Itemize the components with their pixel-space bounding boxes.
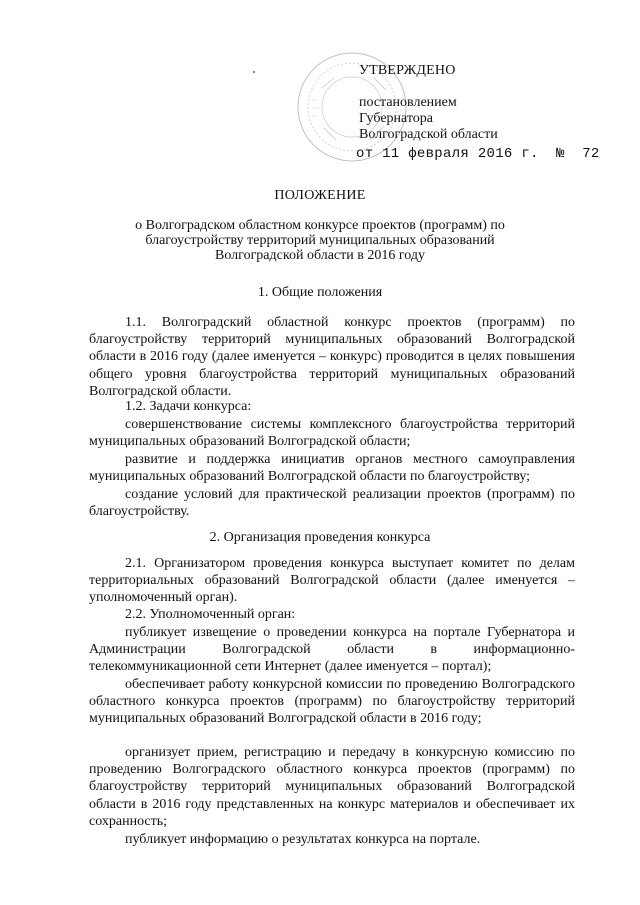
paragraph: 2.1. Организатором проведения конкурса выступает комитет по делам территориальных образований Волгоградской области (далее именуется – уполномоченный орган). [89, 556, 575, 606]
section-heading: 2. Организация проведения конкурса [209, 530, 431, 545]
paragraph: публикует информацию о результатах конкурса на портале. [125, 832, 481, 847]
approval-line: постановлением [359, 95, 457, 110]
paragraph: обеспечивает работу конкурсной комиссии по проведению Волгоградского областного конкурса проектов (программ) по благоустройству территорий муниципальных образований Волгоградской области в 2016 году; [89, 677, 575, 727]
paragraph: 1.2. Задачи конкурса: [125, 399, 252, 414]
paragraph: 2.2. Уполномоченный орган: [125, 607, 296, 622]
paragraph: создание условий для практической реализации проектов (программ) по благоустройству. [89, 487, 575, 520]
section-heading: 1. Общие положения [257, 285, 383, 300]
approval-title: УТВЕРЖДЕНО [359, 63, 456, 78]
paragraph: публикует извещение о проведении конкурса на портале Губернатора и Администрации Волгоградской области в информационно-телекоммуникационной сети Интернет (далее именуется – портал); [89, 625, 575, 675]
approval-line: Губернатора [359, 111, 434, 126]
document-subtitle: о Волгоградском областном конкурсе проектов (программ) по благоустройству территорий муниципальных образований Волгоградской области в 2016 году [135, 218, 505, 263]
paragraph: развитие и поддержка инициатив органов местного самоуправления муниципальных образований Волгоградской области по благоустройству; [89, 452, 575, 485]
paragraph: 1.1. Волгоградский областной конкурс проектов (программ) по благоустройству территорий муниципальных образований Волгоградской области в 2016 году (далее именуется – конкурс) проводится в целях повышения общего уровня благоустройства территорий муниципальных образований Волгоградской области. [89, 315, 575, 399]
scan-speck [253, 71, 255, 73]
decree-date-number: от 11 февраля 2016 г. № 72 [356, 146, 600, 162]
approval-line: Волгоградской области [359, 127, 498, 142]
paragraph: совершенствование системы комплексного благоустройства территорий муниципальных образований Волгоградской области; [89, 417, 575, 450]
approval-block [359, 63, 498, 143]
document-title: ПОЛОЖЕНИЕ [274, 188, 366, 203]
paragraph: организует прием, регистрацию и передачу в конкурсную комиссию по проведению Волгоградского областного конкурса проектов (программ) по благоустройству территорий муниципальных образований Волгоградской области в 2016 году представленных на конкурс материалов и обеспечивает их сохранность; [89, 745, 575, 829]
